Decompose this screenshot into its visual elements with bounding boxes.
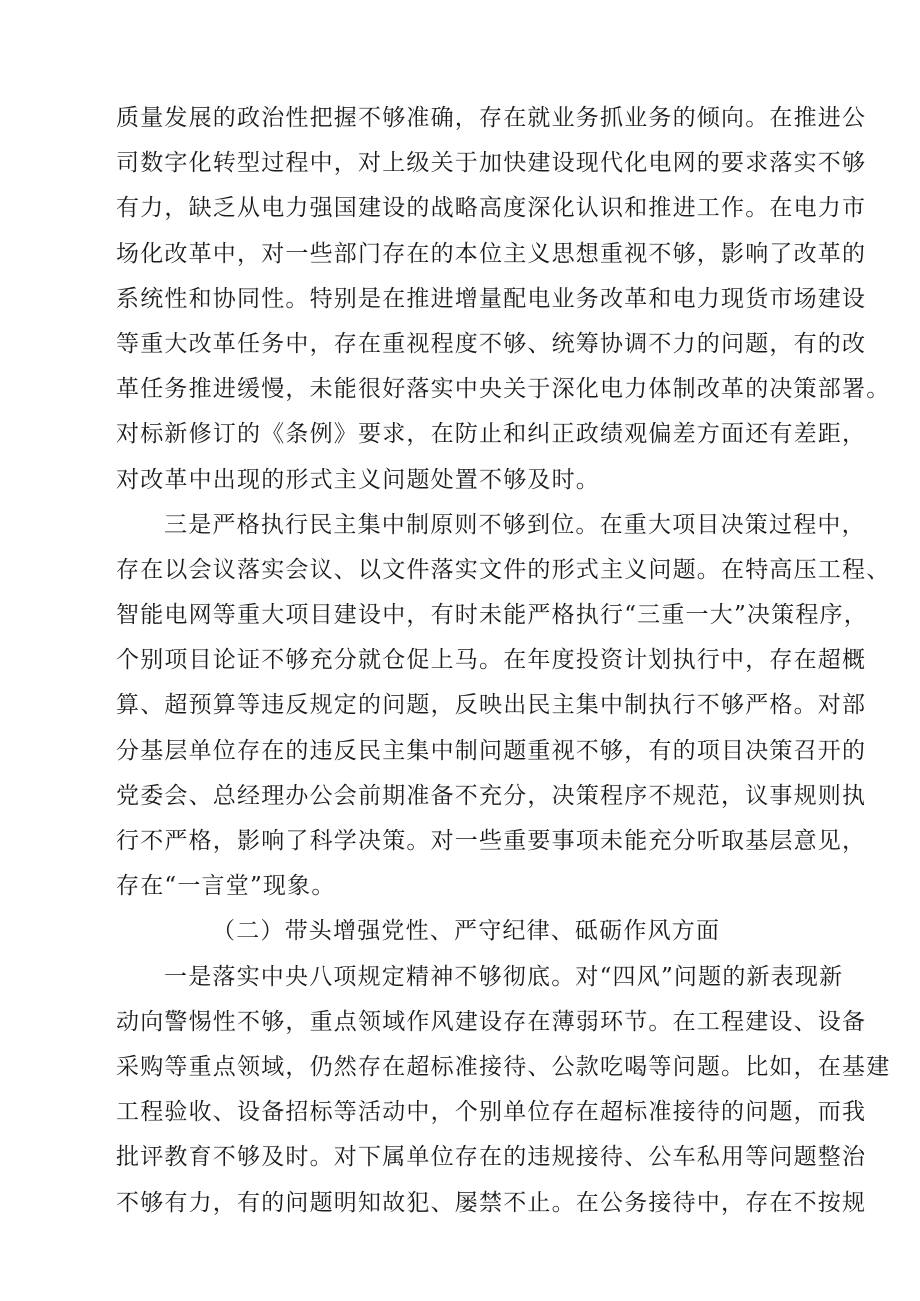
text-line: 质量发展的政治性把握不够准确，存在就业务抓业务的倾向。在推进公 [116, 105, 867, 131]
text-line: 动向警惕性不够，重点领域作风建设存在薄弱环节。在工程建设、设备 [116, 1008, 867, 1035]
text-line: 对改革中出现的形式主义问题处置不够及时。 [116, 466, 600, 493]
text-line: 有力，缺乏从电力强国建设的战略高度深化认识和推进工作。在电力市 [116, 195, 867, 222]
text-line: 工程验收、设备招标等活动中，个别单位存在超标准接待的问题，而我 [116, 1099, 867, 1126]
text-line: 场化改革中，对一些部门存在的本位主义思想重视不够，影响了改革的 [116, 240, 867, 267]
text-line: 算、超预算等违反规定的问题，反映出民主集中制执行不够严格。对部 [116, 692, 867, 719]
section-heading: （二）带头增强党性、严守纪律、砥砺作风方面 [212, 918, 721, 945]
text-line: 等重大改革任务中，存在重视程度不够、统筹协调不力的问题，有的改 [116, 330, 867, 357]
document-body [116, 96, 891, 1226]
text-line: 不够有力，有的问题明知故犯、屡禁不止。在公务接待中，存在不按规 [116, 1189, 867, 1216]
text-line: 革任务推进缓慢，未能很好落实中央关于深化电力体制改革的决策部署。 [116, 376, 891, 403]
paragraph-start-line: 三是严格执行民主集中制原则不够到位。在重大项目决策过程中， [164, 511, 866, 538]
text-line: 党委会、总经理办公会前期准备不充分，决策程序不规范，议事规则执 [116, 782, 867, 809]
text-line: 采购等重点领域，仍然存在超标准接待、公款吃喝等问题。比如，在基建 [116, 1053, 891, 1080]
text-line: 智能电网等重大项目建设中，有时未能严格执行“三重一大”决策程序， [116, 602, 868, 629]
text-line: 存在以会议落实会议、以文件落实文件的形式主义问题。在特高压工程、 [116, 556, 891, 583]
text-line: 行不严格，影响了科学决策。对一些重要事项未能充分听取基层意见， [116, 828, 867, 854]
text-line: 系统性和协同性。特别是在推进增量配电业务改革和电力现货市场建设 [116, 285, 867, 312]
text-line: 对标新修订的《条例》要求，在防止和纠正政绩观偏差方面还有差距， [116, 421, 867, 448]
text-line: 司数字化转型过程中，对上级关于加快建设现代化电网的要求落实不够 [116, 150, 867, 177]
text-line: 个别项目论证不够充分就仓促上马。在年度投资计划执行中，存在超概 [116, 647, 867, 674]
text-line: 存在“一言堂”现象。 [116, 873, 336, 900]
text-line: 批评教育不够及时。对下属单位存在的违规接待、公车私用等问题整治 [116, 1144, 867, 1171]
text-line: 分基层单位存在的违反民主集中制问题重视不够，有的项目决策召开的 [116, 737, 867, 764]
paragraph-start-line: 一是落实中央八项规定精神不够彻底。对“四风”问题的新表现新 [164, 963, 844, 990]
